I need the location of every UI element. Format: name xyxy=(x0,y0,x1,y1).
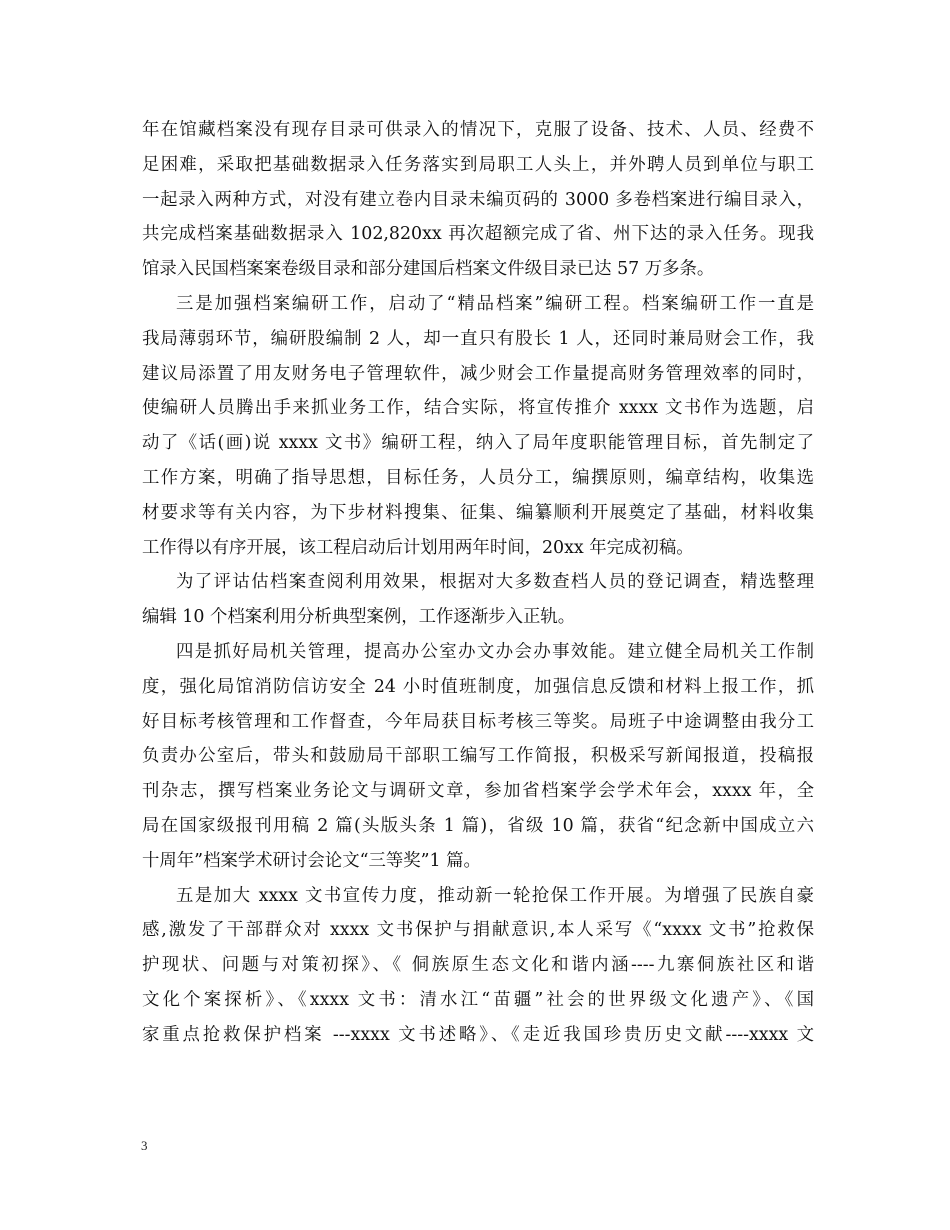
text-line: 年在馆藏档案没有现存目录可供录入的情况下，克服了设备、技术、人员、经费不 xyxy=(142,120,814,140)
text-line: 家重点抢救保护档案 ---xxxx 文书述略》、《走近我国珍贵历史文献----xxxx 文 xyxy=(142,1024,814,1045)
text-line: 编辑 10 个档案利用分析典型案例，工作逐渐步入正轨。 xyxy=(142,607,576,628)
text-line: 度，强化局馆消防信访安全 24 小时值班制度，加强信息反馈和材料上报工作，抓 xyxy=(142,676,814,697)
text-line: 感,激发了干部群众对 xxxx 文书保护与捐献意识,本人采写《“xxxx 文书”抢救保 xyxy=(142,920,814,941)
text-line: 我局薄弱环节，编研股编制 2 人，却一直只有股长 1 人，还同时兼局财会工作，我 xyxy=(142,328,814,349)
text-line: 建议局添置了用友财务电子管理软件，减少财会工作量提高财务管理效率的同时， xyxy=(142,363,814,384)
text-line: 工作得以有序开展，该工程启动后计划用两年时间，20xx 年完成初稿。 xyxy=(142,537,694,558)
text-line: 材要求等有关内容，为下步材料搜集、征集、编纂顺利开展奠定了基础，材料收集 xyxy=(142,502,814,523)
page-number: 3 xyxy=(141,1138,148,1153)
text-line: 好目标考核管理和工作督查，今年局获目标考核三等奖。局班子中途调整由我分工 xyxy=(142,711,814,732)
text-line: 动了《话(画)说 xxxx 文书》编研工程，纳入了局年度职能管理目标，首先制定了 xyxy=(142,433,814,454)
text-line: 使编研人员腾出手来抓业务工作，结合实际，将宣传推介 xxxx 文书作为选题，启 xyxy=(142,398,814,419)
paragraph-first-line: 四是抓好局机关管理，提高办公室办文办会办事效能。建立健全局机关工作制 xyxy=(176,641,814,662)
text-line: 共完成档案基础数据录入 102,820xx 再次超额完成了省、州下达的录入任务。现我 xyxy=(142,224,814,245)
text-line: 负责办公室后，带头和鼓励局干部职工编写工作简报，积极采写新闻报道，投稿报 xyxy=(142,746,814,767)
text-line: 十周年”档案学术研讨会论文“三等奖”1 篇。 xyxy=(142,850,481,871)
text-line: 护现状、问题与对策初探》、《 侗族原生态文化和谐内涵----九寨侗族社区和谐 xyxy=(142,955,814,976)
text-line: 足困难，采取把基础数据录入任务落实到局职工人头上，并外聘人员到单位与职工 xyxy=(142,154,814,175)
text-line: 局在国家级报刊用稿 2 篇(头版头条 1 篇)，省级 10 篇，获省“纪念新中国成立六 xyxy=(142,815,814,836)
text-line: 工作方案，明确了指导思想，目标任务，人员分工，编撰原则，编章结构，收集选 xyxy=(142,467,814,488)
document-body xyxy=(142,113,814,1053)
text-line: 文化个案探析》、《xxxx 文书：清水江“苗疆”社会的世界级文化遗产》、《国 xyxy=(142,989,814,1010)
paragraph-first-line: 三是加强档案编研工作，启动了“精品档案”编研工程。档案编研工作一直是 xyxy=(176,293,814,314)
text-line: 馆录入民国档案案卷级目录和部分建国后档案文件级目录已达 57 万多条。 xyxy=(142,259,715,280)
text-line: 刊杂志，撰写档案业务论文与调研文章，参加省档案学会学术年会，xxxx 年，全 xyxy=(142,781,814,802)
paragraph-first-line: 五是加大 xxxx 文书宣传力度，推动新一轮抢保工作开展。为增强了民族自豪 xyxy=(176,885,814,906)
text-line: 一起录入两种方式，对没有建立卷内目录未编页码的 3000 多卷档案进行编目录入， xyxy=(142,189,814,210)
paragraph-first-line: 为了评诂估档案查阅利用效果，根据对大多数查档人员的登记调查，精选整理 xyxy=(176,572,814,593)
